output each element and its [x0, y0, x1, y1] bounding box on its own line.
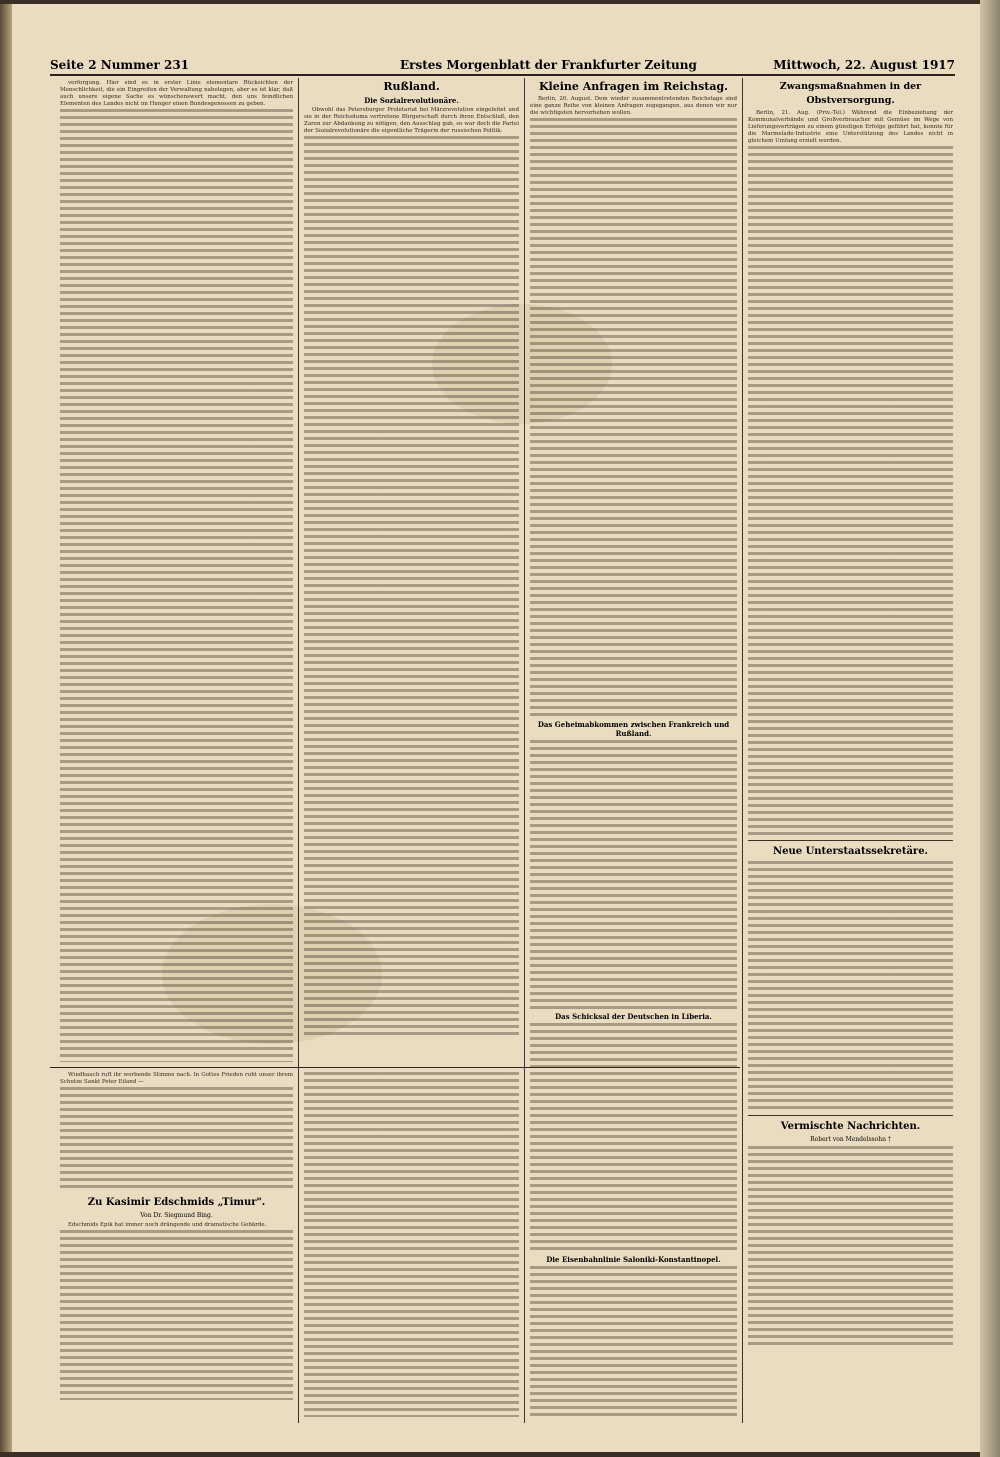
- body-text-block: [304, 136, 519, 1036]
- article-rule: [748, 1115, 953, 1116]
- body-text-block: [748, 861, 953, 1111]
- article-title-anfragen: Kleine Anfragen im Reichstag.: [538, 80, 729, 93]
- body-text-block: [530, 118, 737, 718]
- feuilleton-column-2: [304, 1072, 519, 1422]
- header-left: Seite 2 Nummer 231: [50, 58, 190, 72]
- article-title-obstversorgung: Zwangsmaßnahmen in der Obstversorgung.: [779, 81, 922, 106]
- header-rule: [50, 74, 955, 76]
- body-text-block: [748, 1146, 953, 1346]
- subhead-eisenbahn: Die Eisenbahnlinie Saloniki-Konstantinopel.: [546, 1255, 721, 1264]
- body-text-block: [60, 1230, 293, 1400]
- byline-mendelssohn: Robert von Mendelssohn †: [810, 1136, 891, 1143]
- body-text-block: [60, 109, 293, 1062]
- feuilleton-title: Zu Kasimir Edschmids „Timur".: [87, 1197, 266, 1208]
- article-title-russland: Rußland.: [383, 80, 440, 93]
- feuilleton-byline: Von Dr. Siegmund Bing.: [140, 1212, 213, 1219]
- body-text-block: [748, 146, 953, 836]
- body-text-block: [60, 1087, 293, 1192]
- col2-text: Obwohl das Petersburger Proletariat bei Märzrevolution eingeleitet und sie in der Reichsduma vertretene Bürgerschaft durch ihren Entschluß, den Zaren zur Abdankung zu nötigen, den Ausschlag gab, so war doch die Partei der Sozialrevolutionäre die eigentliche Trägerin der russischen Politik.: [304, 107, 519, 134]
- column-rule: [524, 78, 525, 1423]
- column-3: [530, 80, 737, 1420]
- body-text-block: [530, 1023, 737, 1253]
- column-4: [748, 80, 953, 1420]
- subhead-vermischte: Vermischte Nachrichten.: [780, 1121, 921, 1132]
- body-text-block: [530, 740, 737, 1010]
- feuilleton-column-1: [60, 1072, 293, 1422]
- column-rule: [298, 78, 299, 1423]
- column-rule: [742, 78, 743, 1423]
- col3-text: Berlin, 20. August. Dem wieder zusammentretenden Reichstage sind eine ganze Reihe von kleinen Anfragen zugegangen, aus denen wir nur die wichtigsten hervorheben wollen.: [530, 96, 737, 116]
- subhead-geheimabkommen: Das Geheimabkommen zwischen Frankreich und Rußland.: [537, 720, 730, 738]
- subhead-unterstaatssekretaere: Neue Unterstaatssekretäre.: [772, 846, 929, 857]
- header-right: Mittwoch, 22. August 1917: [773, 58, 955, 72]
- book-binding: [0, 4, 12, 1452]
- body-text-block: [530, 1266, 737, 1420]
- subhead-liberia: Das Schicksal der Deutschen in Liberia.: [555, 1012, 712, 1021]
- page-edge: [980, 0, 1000, 1457]
- article-subtitle: Die Sozialrevolutionäre.: [364, 96, 459, 105]
- header-center: Erstes Morgenblatt der Frankfurter Zeitung: [400, 58, 697, 72]
- feuilleton-text: Edschmids Epik hat immer noch drängende und dramatische Gebärde.: [68, 1222, 267, 1228]
- body-text-block: [304, 1072, 519, 1417]
- column-2: [304, 80, 519, 1062]
- col1-text: verforgung. Hier sind es in erster Linie elementare Rücksichten der Menschlichkeit, die ein Eingreifen der Verwaltung nahelegen, aber es ist klar, daß auch unsere eigene Sache es wünschenswert macht, den uns feindlichen Elementen des Landes nicht im Hunger einen Bundesgenossen zu geben.: [60, 80, 293, 107]
- column-1: [60, 80, 293, 1062]
- article-rule: [748, 840, 953, 841]
- col4-text: Berlin, 21. Aug. (Priv.-Tel.) Während die Einbeziehung der Kommunalverbände und Großverbraucher mit Gemüse im Wege von Lieferungsverträgen zu einem günstigen Erfolge geführt hat, konnte für die Marmelade-Industrie eine Unterstützung des Landes nicht in gleichem Umfang erzielt werden.: [748, 110, 953, 144]
- feuilleton-intro: Windhauch ruft ihr werbende Stimme nach. In Gottes Frieden ruht unser ihrem Schutze Sankt Peter Eiland —: [60, 1072, 293, 1085]
